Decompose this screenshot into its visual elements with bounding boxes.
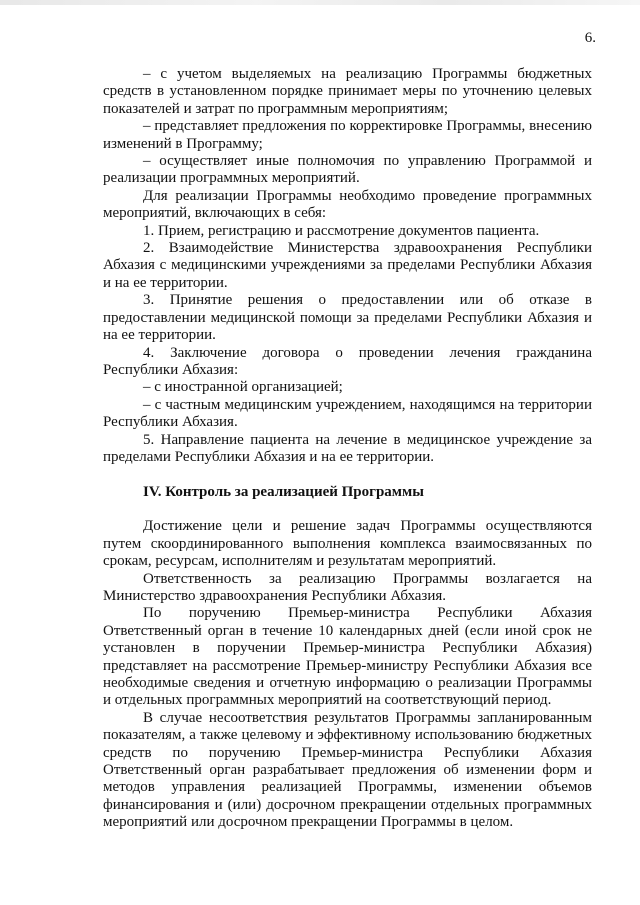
paragraph: Для реализации Программы необходимо проведение программных мероприятий, включающих в себя:: [103, 187, 592, 222]
list-item: 4. Заключение договора о проведении лечения гражданина Республики Абхазия:: [103, 344, 592, 378]
list-item: 1. Прием, регистрацию и рассмотрение документов пациента.: [143, 222, 540, 239]
paragraph: По поручению Премьер-министра Республики Абхазия Ответственный орган в течение 10 календарных дней (если иной срок не установлен в поручении Премьер-министра Республики Абхазия) представляет на рассмотрение Премьер-министру Республики Абхазия все необходимые сведения и отчетную информацию о реализации Программы и отдельных программных мероприятий на соответствующий период.: [103, 605, 592, 709]
list-item: 5. Направление пациента на лечение в медицинское учреждение за пределами Республики Абхазия и на ее территории.: [103, 431, 592, 465]
page-number: 6.: [584, 30, 596, 46]
paragraph: – с учетом выделяемых на реализацию Программы бюджетных средств в установленном порядке принимает меры по уточнению целевых показателей и затрат по программным мероприятиям;: [103, 66, 592, 117]
paragraph: Ответственность за реализацию Программы возлагается на Министерство здравоохранения Республики Абхазия.: [103, 570, 592, 604]
list-item: 3. Принятие решения о предоставлении или об отказе в предоставлении медицинской помощи за пределами Республики Абхазия и на ее территории.: [103, 292, 592, 344]
paragraph: – осуществляет иные полномочия по управлению Программой и реализации программных мероприятий.: [103, 153, 592, 187]
list-item: – с иностранной организацией;: [143, 379, 343, 396]
paragraph: – представляет предложения по корректировке Программы, внесению изменений в Программу;: [103, 118, 592, 152]
document-body: [103, 66, 592, 832]
paragraph: В случае несоответствия результатов Программы запланированным показателям, а также целевому и эффективному использованию бюджетных средств по поручению Премьер-министра Республики Абхазия Ответственный орган разрабатывает предложения об изменении форм и методов управления реализацией Программы, изменении объемов финансирования и (или) досрочном прекращении отдельных программных мероприятий или досрочном прекращении Программы в целом.: [103, 709, 592, 831]
scan-edge: [0, 0, 640, 5]
section-heading: IV. Контроль за реализацией Программы: [143, 484, 424, 501]
paragraph: Достижение цели и решение задач Программы осуществляются путем скоординированного выполнения комплекса взаимосвязанных по срокам, ресурсам, исполнителям и результатам мероприятий.: [103, 518, 592, 570]
list-item: – с частным медицинским учреждением, находящимся на территории Республики Абхазия.: [103, 396, 592, 431]
list-item: 2. Взаимодействие Министерства здравоохранения Республики Абхазия с медицинскими учреждениями за пределами Республики Абхазия и на ее территории.: [103, 240, 592, 291]
